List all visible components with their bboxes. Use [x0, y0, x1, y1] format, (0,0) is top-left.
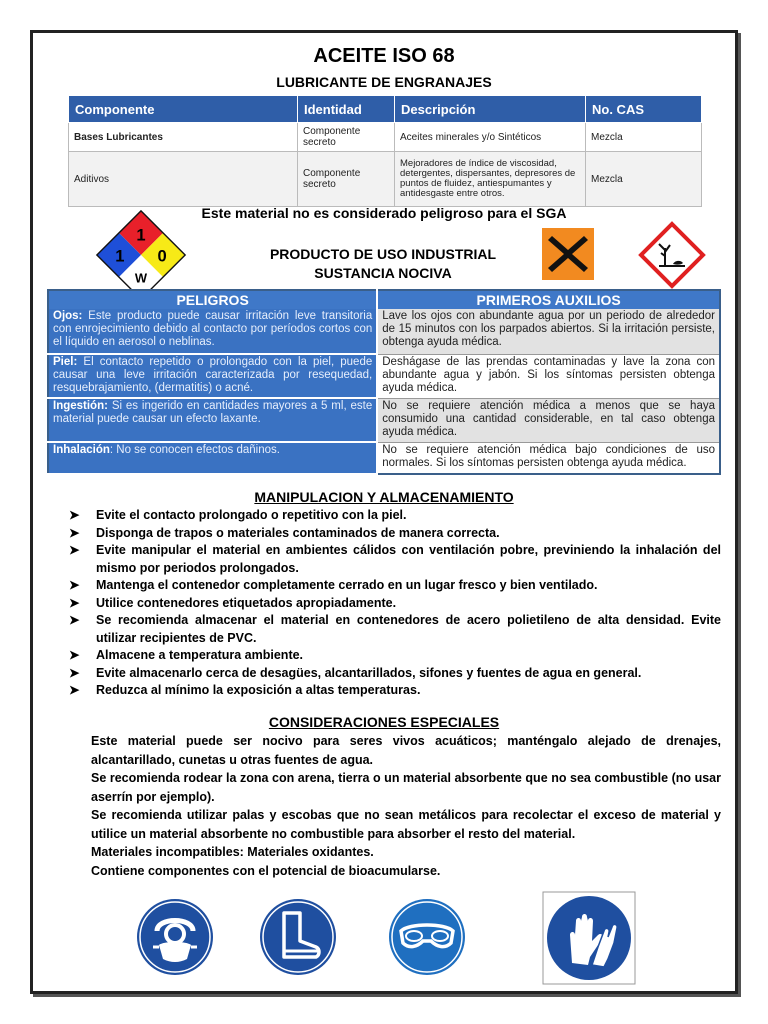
protective-gloves-icon: [542, 891, 636, 985]
cell-component: Bases Lubricantes: [69, 123, 298, 152]
safety-boots-icon: [258, 897, 338, 977]
special-paragraph: Se recomienda utilizar palas y escobas que no sean metálicos para recolectar el exceso de material y utilice un material absorbente no combustible para absorber el resto del material.: [91, 808, 721, 841]
table-row: [69, 152, 702, 207]
respirator-mask-icon: [135, 897, 215, 977]
first-aid-text: Deshágase de las prendas contaminadas y lave la zona con abundante agua y jabón. Si los síntomas persisten obtenga ayuda médica.: [377, 354, 720, 398]
harmful-x-icon: [542, 228, 594, 280]
table-row: [69, 123, 702, 152]
hazards-table: [47, 289, 721, 475]
arrow-bullet-icon: ➤: [69, 525, 80, 540]
arrow-bullet-icon: ➤: [69, 543, 80, 557]
cell-cas: Mezcla: [586, 123, 702, 152]
arrow-bullet-icon: ➤: [69, 595, 80, 610]
col-descripcion: Descripción: [395, 96, 586, 123]
product-title: ACEITE ISO 68: [313, 45, 455, 67]
first-aid-text: No se requiere atención médica a menos que se haya consumido una cantidad considerable, en tal caso obtenga ayuda médica.: [377, 398, 720, 442]
special-heading: CONSIDERACIONES ESPECIALES: [268, 714, 500, 730]
classification-line-1: PRODUCTO DE USO INDUSTRIAL: [269, 246, 497, 262]
nfpa-special: W: [134, 270, 148, 286]
handling-heading: MANIPULACION Y ALMACENAMIENTO: [254, 489, 514, 505]
nfpa-diamond-icon: [95, 209, 187, 301]
hazard-label: Ingestión:: [53, 400, 108, 412]
hazard-row-ingestion: [48, 398, 720, 442]
hazards-header: PELIGROS: [48, 290, 377, 309]
sga-notice: Este material no es considerado peligroso para el SGA: [201, 205, 567, 221]
col-componente: Componente: [69, 96, 298, 123]
cell-identity: Componente secreto: [298, 152, 395, 207]
list-item: ➤ Reduzca al mínimo la exposición a altas temperaturas.: [69, 682, 721, 700]
list-item: ➤ Mantenga el contenedor completamente cerrado en un lugar fresco y bien ventilado.: [69, 577, 721, 595]
first-aid-header: PRIMEROS AUXILIOS: [377, 290, 720, 309]
environment-hazard-icon: [637, 220, 707, 290]
special-paragraph: Materiales incompatibles: Materiales oxidantes.: [91, 845, 374, 859]
list-item: ➤ Evite el contacto prolongado o repetitivo con la piel.: [69, 507, 721, 525]
classification-text: [233, 245, 533, 283]
hazard-row-eyes: [48, 309, 720, 354]
nfpa-health: 1: [115, 246, 125, 266]
classification-line-2: SUSTANCIA NOCIVA: [314, 265, 452, 281]
nfpa-flammability: 1: [136, 225, 146, 245]
safety-goggles-icon: [387, 897, 467, 977]
safety-sheet: [30, 30, 738, 994]
arrow-bullet-icon: ➤: [69, 508, 80, 522]
list-item: ➤ Utilice contenedores etiquetados apropiadamente.: [69, 595, 721, 613]
cell-description: Mejoradores de índice de viscosidad, detergentes, dispersantes, depresores de puntos de fluidez, antiespumantes y antidesgaste entre otros.: [395, 152, 586, 207]
arrow-bullet-icon: ➤: [69, 683, 80, 697]
handling-list: [69, 507, 721, 700]
hazard-row-inhalation: [48, 442, 720, 474]
first-aid-text: No se requiere atención médica bajo condiciones de uso normales. Si los síntomas persisten obtenga ayuda médica.: [377, 442, 720, 474]
hazard-row-skin: [48, 354, 720, 398]
hazard-label: Inhalación: [53, 444, 110, 456]
special-considerations: [91, 732, 721, 880]
arrow-bullet-icon: ➤: [69, 648, 80, 662]
arrow-bullet-icon: ➤: [69, 613, 80, 627]
cell-description: Aceites minerales y/o Sintéticos: [395, 123, 586, 152]
list-item: ➤ Disponga de trapos o materiales contaminados de manera correcta.: [69, 525, 721, 543]
cell-component: Aditivos: [69, 152, 298, 207]
hazards-header-row: [48, 290, 720, 309]
arrow-bullet-icon: ➤: [69, 578, 80, 592]
hazard-text: Este producto puede causar irritación leve transitoria con enrojecimiento debido al contacto por períodos cortos con el líquido en aerosol o neblinas.: [53, 310, 373, 348]
first-aid-text: Lave los ojos con abundante agua por un periodo de alrededor de 15 minutos con los parpados abiertos. Si la irritación persiste, obtenga ayuda médica.: [377, 309, 720, 354]
hazard-text: Si es ingerido en cantidades mayores a 5 ml, este material puede causar un efecto laxante.: [53, 400, 373, 425]
cell-cas: Mezcla: [586, 152, 702, 207]
components-header-row: [69, 96, 702, 123]
col-identidad: Identidad: [298, 96, 395, 123]
list-item: ➤ Se recomienda almacenar el material en contenedores de acero polietileno de alta densidad. Evite utilizar recipientes de PVC.: [69, 613, 721, 645]
special-paragraph: Se recomienda rodear la zona con arena, tierra o un material absorbente que no sea combustible (no usar aserrín por ejemplo).: [91, 771, 721, 804]
nfpa-reactivity: 0: [157, 246, 167, 266]
components-table: [68, 95, 702, 207]
product-subtitle: LUBRICANTE DE ENGRANAJES: [276, 74, 492, 90]
special-paragraph: Contiene componentes con el potencial de bioacumularse.: [91, 863, 441, 878]
list-item: ➤ Evite manipular el material en ambientes cálidos con ventilación pobre, previniendo la inhalación del mismo por periodos prolongados.: [69, 543, 721, 575]
arrow-bullet-icon: ➤: [69, 665, 80, 680]
hazard-label: Piel:: [53, 356, 78, 368]
col-cas: No. CAS: [586, 96, 702, 123]
list-item: ➤ Almacene a temperatura ambiente.: [69, 647, 721, 665]
list-item: ➤ Evite almacenarlo cerca de desagües, alcantarillados, sifones y fuentes de agua en general.: [69, 665, 721, 683]
cell-identity: Componente secreto: [298, 123, 395, 152]
hazard-label: Ojos:: [53, 310, 83, 322]
hazard-text: El contacto repetido o prolongado con la piel, puede causar una leve irritación caracterizada por resequedad, resquebrajamiento, (dermatitis) o acné.: [53, 356, 373, 394]
hazard-text: : No se conocen efectos dañinos.: [109, 444, 280, 456]
special-paragraph: Este material puede ser nocivo para seres vivos acuáticos; manténgalo alejado de drenajes, alcantarillado, cunetas u otras fuentes de agua.: [91, 734, 721, 767]
